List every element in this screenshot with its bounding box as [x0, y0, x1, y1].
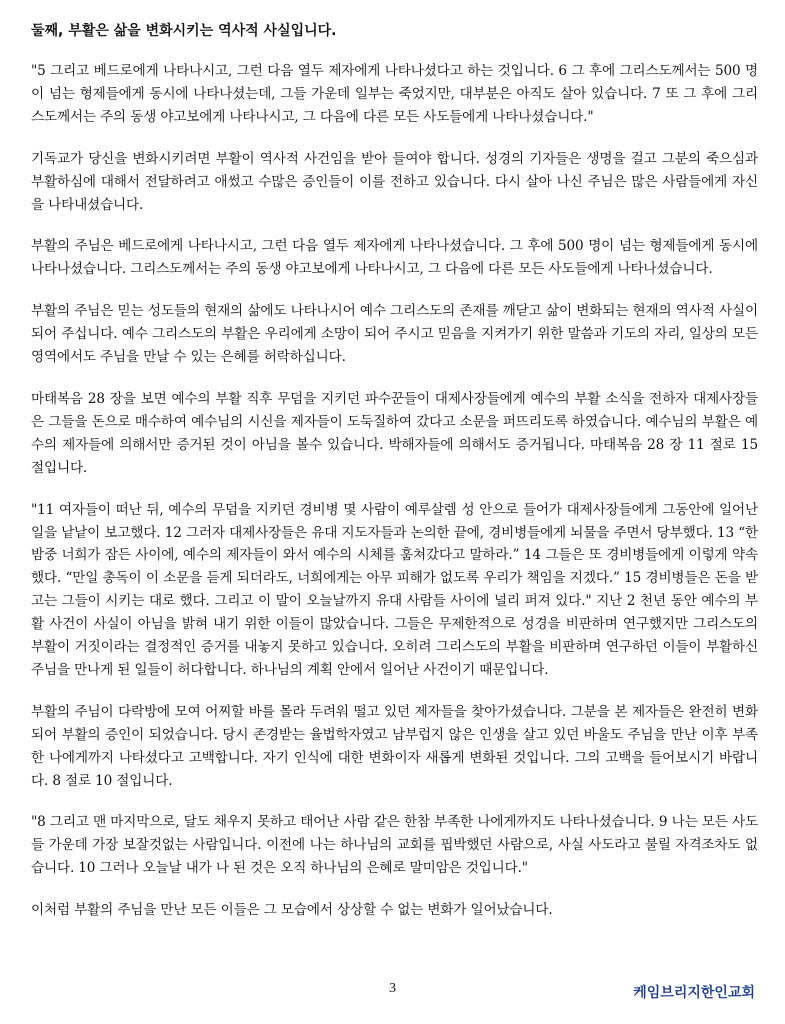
section-heading: 둘째, 부활은 삶을 변화시키는 역사적 사실입니다. — [31, 23, 337, 39]
page-number: 3 — [389, 981, 396, 996]
paragraph-present-life: 부활의 주님은 믿는 성도들의 현재의 삶에도 나타나시어 예수 그리스도의 존재를 깨닫고 삶이 변화되는 현재의 역사적 사실이 되어 주십니다. 예수 그리스도의 부활은 우리에게 소망이 되어 주시고 믿음을 지켜가기 위한 말씀과 기도의 자리, 일상의 모든 영역에서도 주님을 만날 수 있는 은혜를 허락하십니다. — [31, 303, 758, 366]
paragraph-conclusion: 이처럼 부활의 주님을 만난 모든 이들은 그 모습에서 상상할 수 없는 변화가 일어났습니다. — [31, 902, 553, 919]
church-name: 케임브리지한인교회 — [633, 985, 755, 1001]
paragraph-scripture-matthew-28-11-15: "11 여자들이 떠난 뒤, 예수의 무덤을 지키던 경비병 몇 사람이 예루살렘 성 안으로 들어가 대제사장들에게 그동안에 일어난 일을 낱낱이 보고했다. 12 그러자 대제사장들은 유대 지도자들과 논의한 끝에, 경비병들에게 뇌물을 주면서 당부했다. 13 “한밤중 너희가 잠든 사이에, 예수의 제자들이 와서 예수의 시체를 훔쳐갔다고 말하라.” 14 그들은 또 경비병들에게 이렇게 약속했다. “만일 총독이 이 소문을 듣게 되더라도, 너희에게는 아무 피해가 없도록 우리가 책임을 지겠다.” 15 경비병들은 돈을 받고는 그들이 시키는 대로 했다. 그리고 이 말이 오늘날까지 유대 사람들 사이에 널리 퍼져 있다." 지난 2 천년 동안 예수의 부활 사건이 사실이 아님을 밝혀 내기 위한 이들이 많았습니다. 그들은 무제한적으로 성경을 비판하며 연구했지만 그리스도의 부활이 거짓이라는 결정적인 증거를 내놓지 못하고 있습니다. 오히려 그리스도의 부활을 비판하며 연구하던 이들이 부활하신 주님을 만나게 된 일들이 허다합니다. 하나님의 계획 안에서 일어난 사건이기 때문입니다. — [31, 501, 758, 678]
paragraph-historical-event: 기독교가 당신을 변화시키려면 부활이 역사적 사건임을 받아 들여야 합니다. 성경의 기자들은 생명을 걸고 그분의 죽으심과 부활하심에 대해서 전달하려고 애썼고 수많은 증인들이 이를 전하고 있습니다. 다시 살아 나신 주님은 많은 사람들에게 자신을 나타내셨습니다. — [31, 150, 758, 213]
paragraph-appearances: 부활의 주님은 베드로에게 나타나시고, 그런 다음 열두 제자에게 나타나셨습니다. 그 후에 500 명이 넘는 형제들에게 동시에 나타나셨습니다. 그리스도께서는 주의 동생 야고보에게 나타나시고, 그 다음에 다른 모든 사도들에게 나타나셨습니다. — [31, 238, 758, 278]
paragraph-matthew-28: 마태복음 28 장을 보면 예수의 부활 직후 무덤을 지키던 파수꾼들이 대제사장들에게 예수의 부활 소식을 전하자 대제사장들은 그들을 돈으로 매수하여 예수님의 시신을 제자들이 도둑질하여 갔다고 소문을 퍼뜨리도록 하였습니다. 예수님의 부활은 예수의 제자들에 의해서만 증거된 것이 아님을 볼수 있습니다. 박해자들에 의해서도 증거됩니다. 마태복음 28 장 11 절로 15 절입니다. — [31, 390, 758, 476]
paragraph-disciples-transformed: 부활의 주님이 다락방에 모여 어찌할 바를 몰라 두려워 떨고 있던 제자들을 찾아가셨습니다. 그분을 본 제자들은 완전히 변화되어 부활의 증인이 되었습니다. 당시 존경받는 율법학자였고 남부럽지 않은 인생을 살고 있던 바울도 주님을 만난 이후 부족한 나에게까지 나타셨다고 고백합니다. 자기 인식에 대한 변화이자 새롭게 변화된 것입니다. 그의 고백을 들어보시기 바랍니다. 8 절로 10 절입니다. — [31, 703, 758, 789]
document-page — [31, 20, 758, 941]
paragraph-scripture-1cor-15-8-10: "8 그리고 맨 마지막으로, 달도 채우지 못하고 태어난 사람 같은 한참 부족한 나에게까지도 나타나셨습니다. 9 나는 모든 사도들 가운데 가장 보잘것없는 사람입니다. 이전에 나는 하나님의 교회를 핍박했던 사람으로, 사실 사도라고 불릴 자격조차도 없습니다. 10 그러나 오늘날 내가 나 된 것은 오직 하나님의 은혜로 말미암은 것입니다." — [31, 814, 758, 877]
paragraph-scripture-1cor-15-5-7: "5 그리고 베드로에게 나타나시고, 그런 다음 열두 제자에게 나타나셨다고 하는 것입니다. 6 그 후에 그리스도께서는 500 명이 넘는 형제들에게 동시에 나타나셨는데, 그들 가운데 일부는 죽었지만, 대부분은 아직도 살아 있습니다. 7 또 그 후에 그리스도께서는 주의 동생 야고보에게 나타나시고, 그 다음에 다른 모든 사도들에게 나타나셨습니다." — [31, 63, 758, 125]
